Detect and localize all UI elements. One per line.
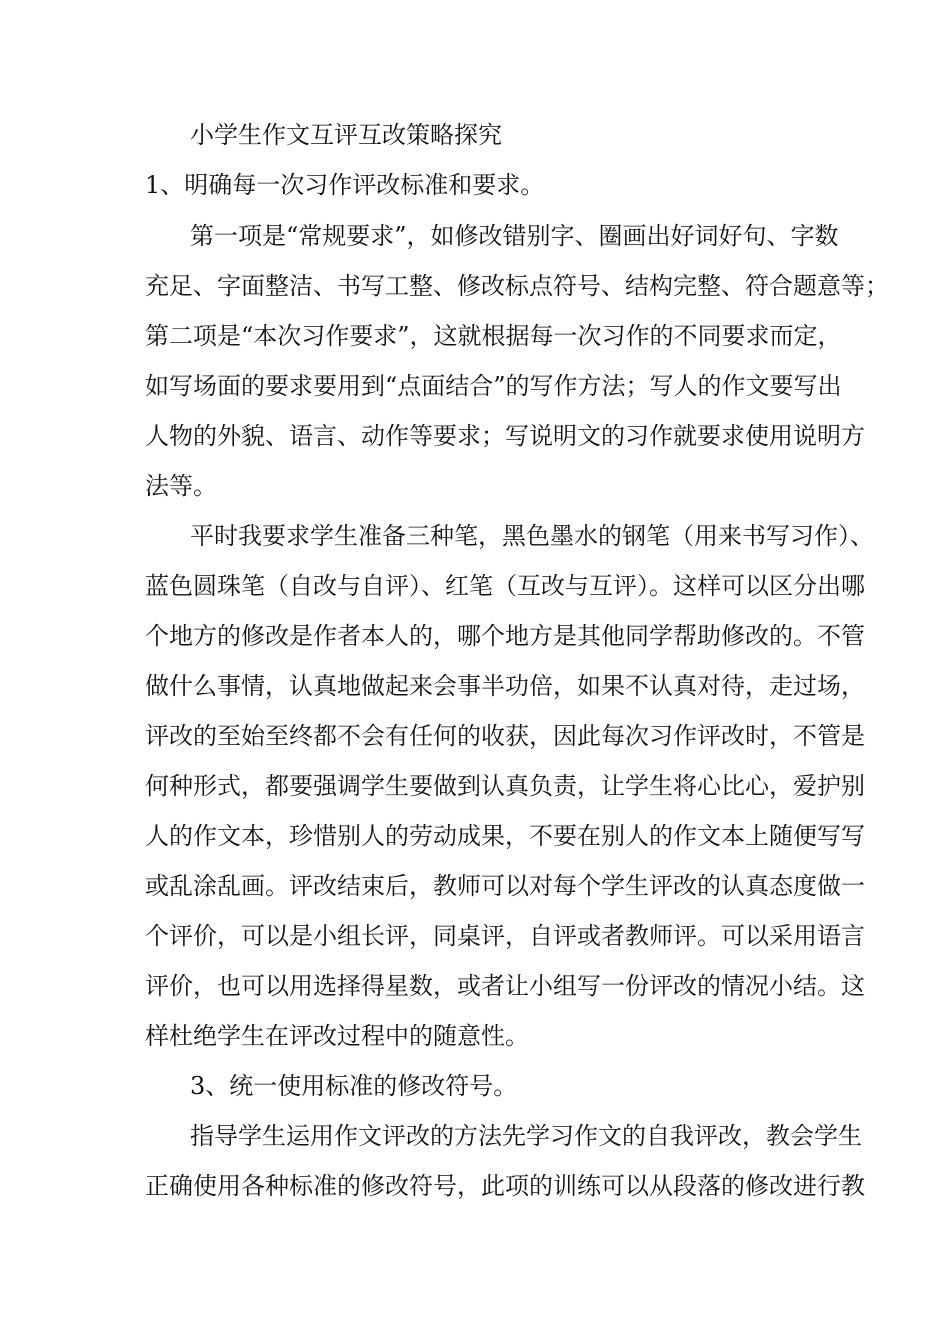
paragraph-2-line-11: 样杜绝学生在评改过程中的随意性。 — [145, 1022, 529, 1050]
paragraph-1-line-2: 充足、字面整洁、书写工整、修改标点符号、结构完整、符合题意等； — [145, 272, 889, 300]
paragraph-2-line-3: 个地方的修改是作者本人的，哪个地方是其他同学帮助修改的。不管 — [145, 622, 865, 650]
paragraph-2-line-9: 个评价，可以是小组长评，同桌评，自评或者教师评。可以采用语言 — [145, 922, 865, 950]
document-title: 小学生作文互评互改策略探究 — [190, 121, 502, 149]
paragraph-1-line-6: 法等。 — [145, 472, 217, 500]
paragraph-1-line-5: 人物的外貌、语言、动作等要求；写说明文的习作就要求使用说明方 — [145, 422, 865, 450]
paragraph-2-line-4: 做什么事情，认真地做起来会事半功倍，如果不认真对待，走过场， — [145, 672, 865, 700]
section-heading-3: 3、统一使用标准的修改符号。 — [190, 1072, 518, 1100]
paragraph-3-line-2: 正确使用各种标准的修改符号，此项的训练可以从段落的修改进行教 — [145, 1172, 865, 1200]
paragraph-2-line-7: 人的作文本，珍惜别人的劳动成果，不要在别人的作文本上随便写写 — [145, 822, 865, 850]
paragraph-1-line-3: 第二项是“本次习作要求”，这就根据每一次习作的不同要求而定， — [145, 322, 842, 350]
paragraph-2-line-6: 何种形式，都要强调学生要做到认真负责，让学生将心比心，爱护别 — [145, 772, 865, 800]
paragraph-2-line-8: 或乱涂乱画。评改结束后，教师可以对每个学生评改的认真态度做一 — [145, 872, 865, 900]
paragraph-2-line-2: 蓝色圆珠笔（自改与自评）、红笔（互改与互评）。这样可以区分出哪 — [145, 572, 865, 600]
paragraph-1-line-4: 如写场面的要求要用到“点面结合”的写作方法；写人的作文要写出 — [145, 372, 842, 400]
paragraph-2-line-5: 评改的至始至终都不会有任何的收获，因此每次习作评改时，不管是 — [145, 722, 865, 750]
paragraph-2-line-10: 评价，也可以用选择得星数，或者让小组写一份评改的情况小结。这 — [145, 972, 865, 1000]
section-heading-1: 1、明确每一次习作评改标准和要求。 — [145, 171, 545, 199]
paragraph-3-line-1: 指导学生运用作文评改的方法先学习作文的自我评改，教会学生 — [190, 1122, 862, 1150]
paragraph-1-line-1: 第一项是“常规要求”，如修改错别字、圈画出好词好句、字数 — [190, 222, 839, 250]
paragraph-2-line-1: 平时我要求学生准备三种笔，黑色墨水的钢笔（用来书写习作）、 — [190, 522, 874, 550]
